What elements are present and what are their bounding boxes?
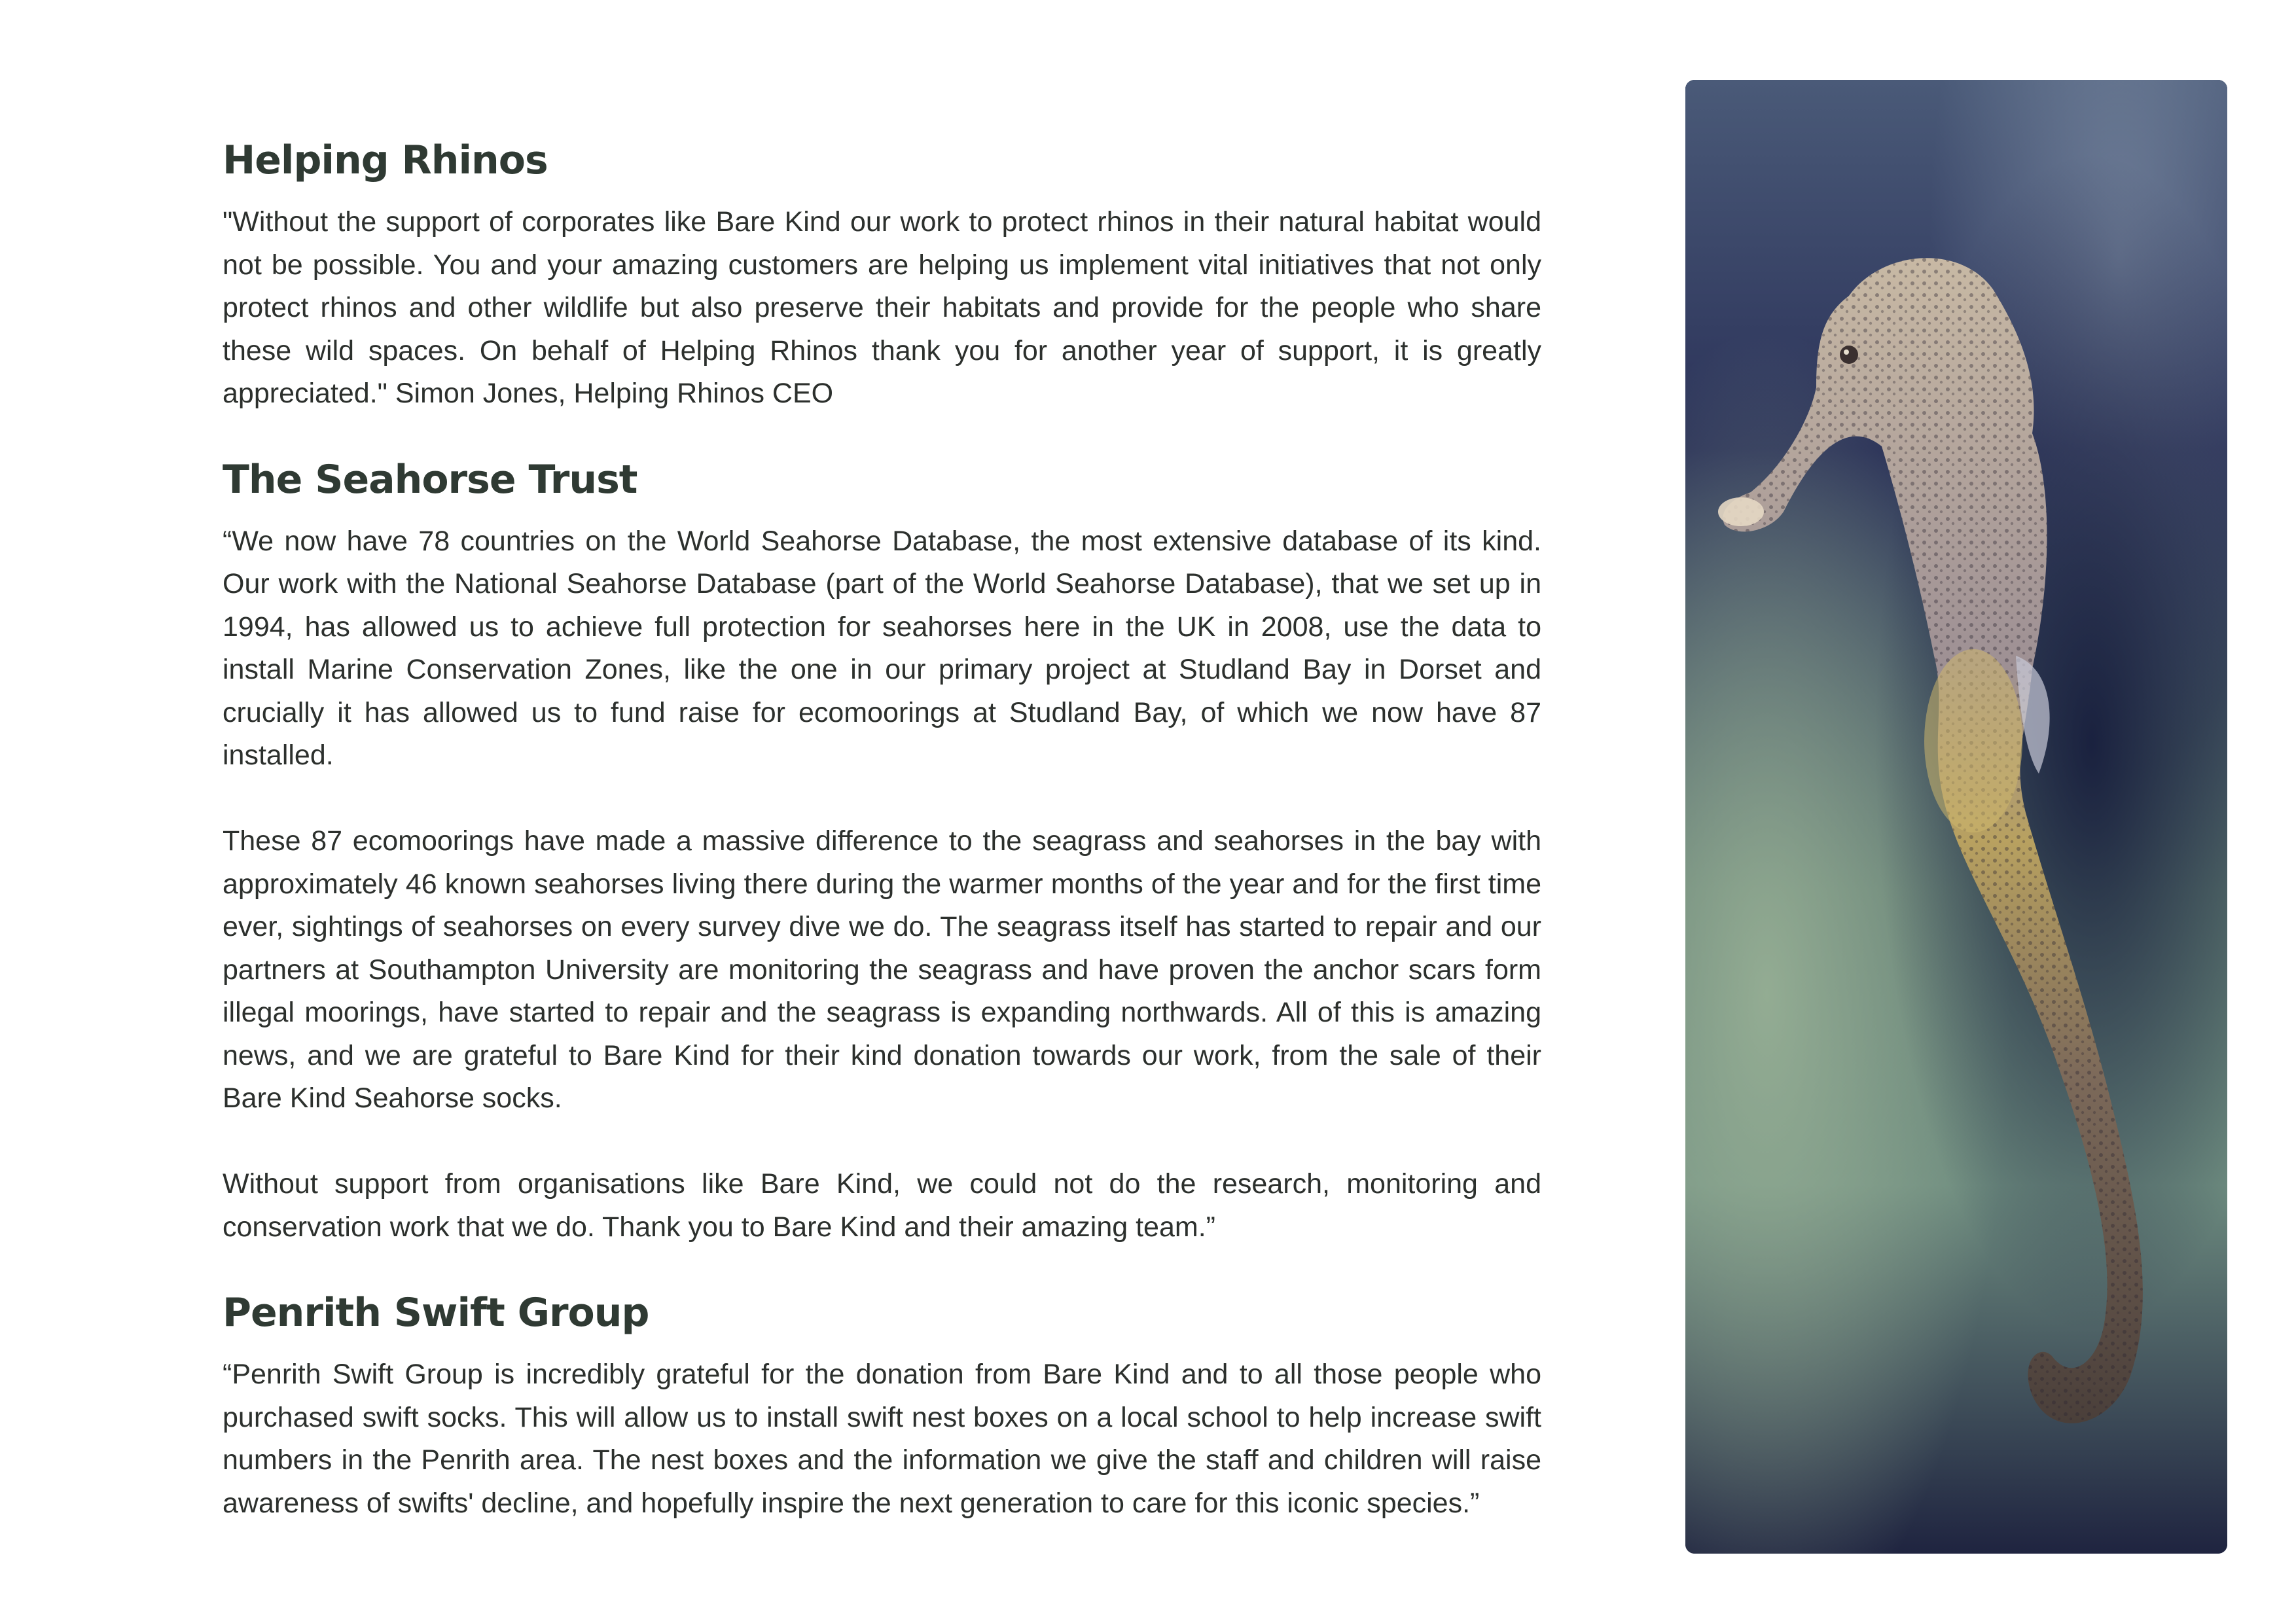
section-helping-rhinos bbox=[223, 134, 1541, 416]
quote-paragraph: “Penrith Swift Group is incredibly grateful for the donation from Bare Kind and to all those people who purchased swift socks. This will allow us to install swift nest boxes on a local school to help increase swift numbers in the Penrith area. The nest boxes and the information we give the staff and children will raise awareness of swifts' decline, and hopefully inspire the next generation to care for this iconic species.” bbox=[223, 1359, 1541, 1519]
seahorse-photo bbox=[1685, 80, 2227, 1554]
quote-paragraph: These 87 ecomoorings have made a massive difference to the seagrass and seahorses in the bay with approximately 46 known seahorses living there during the warmer months of the year and for the first time ever, sightings of seahorses on every survey dive we do. The seagrass itself has started to repair and our partners at Southampton University are monitoring the seagrass and have proven the anchor scars form illegal moorings, have started to repair and the seagrass is expanding northwards. All of this is amazing news, and we are grateful to Bare Kind for their kind donation towards our work, from the sale of their Bare Kind Seahorse socks. bbox=[223, 825, 1541, 1114]
seahorse-illustration bbox=[1685, 80, 2227, 1554]
section-seahorse-trust bbox=[223, 454, 1541, 1249]
quote-paragraph: Without support from organisations like Bare Kind, we could not do the research, monitoring and conservation work that we do. Thank you to Bare Kind and their amazing team.” bbox=[223, 1168, 1541, 1243]
section-title: Helping Rhinos bbox=[223, 137, 548, 183]
seahorse-belly bbox=[1924, 649, 2022, 832]
seahorse-eye bbox=[1840, 346, 1858, 364]
section-title: The Seahorse Trust bbox=[223, 456, 637, 503]
section-title: Penrith Swift Group bbox=[223, 1290, 649, 1336]
page-content bbox=[223, 134, 1541, 1563]
section-penrith-swift-group bbox=[223, 1287, 1541, 1525]
quote-paragraph: “We now have 78 countries on the World Seahorse Database, the most extensive database of its kind. Our work with the National Seahorse Database (part of the World Seahorse Database), that we set up in 1994, has allowed us to achieve full protection for seahorses here in the UK in 2008, use the data to install Marine Conservation Zones, like the one in our primary project at Studland Bay in Dorset and crucially it has allowed us to fund raise for ecomoorings at Studland Bay, of which we now have 87 installed. bbox=[223, 525, 1541, 771]
quote-paragraph: "Without the support of corporates like Bare Kind our work to protect rhinos in their natural habitat would not be possible. You and your amazing customers are helping us implement vital initiatives that not only protect rhinos and other wildlife but also preserve their habitats and provide for the people who share these wild spaces. On behalf of Helping Rhinos thank you for another year of support, it is greatly appreciated." Simon Jones, Helping Rhinos CEO bbox=[223, 206, 1541, 409]
